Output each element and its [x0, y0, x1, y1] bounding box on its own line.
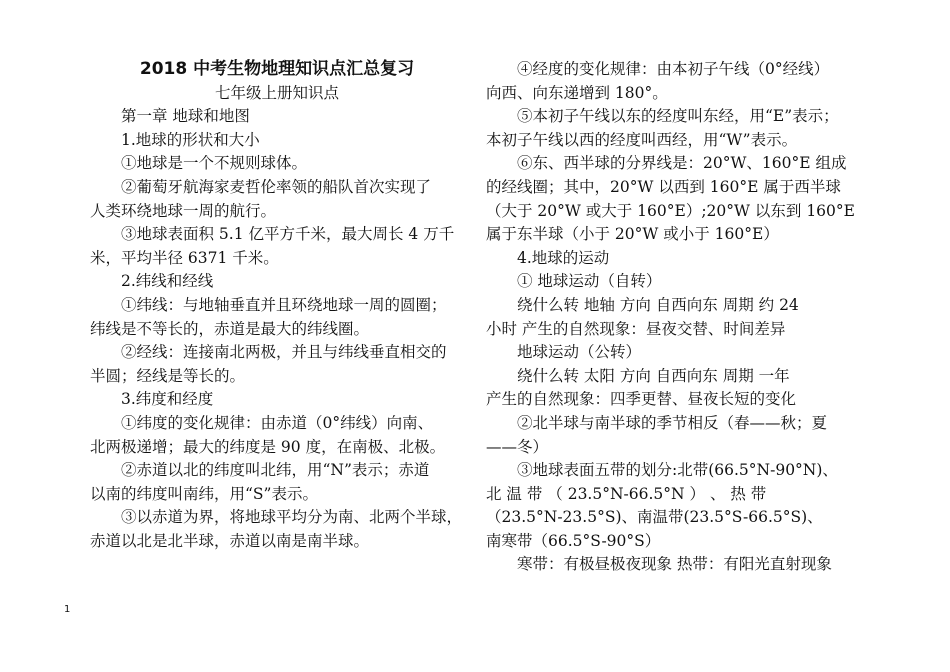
- text-line: ④经度的变化规律：由本初子午线（0°经线）: [517, 60, 830, 78]
- text-line: 绕什么转 太阳 方向 自西向东 周期 一年: [517, 366, 790, 385]
- page-title: 2018 中考生物地理知识点汇总复习: [139, 59, 415, 79]
- text-line: 本初子午线以西的经度叫西经，用“W”表示。: [486, 130, 798, 149]
- text-line: ②北半球与南半球的季节相反（春——秋；夏: [517, 413, 828, 432]
- text-line: ——冬）: [486, 437, 549, 456]
- right-column: [486, 58, 888, 577]
- text-line: ②经线：连接南北两极，并且与纬线垂直相交的: [121, 343, 447, 362]
- text-line: ⑥东、西半球的分界线是：20°W、160°E 组成: [517, 154, 847, 173]
- text-line: （23.5°N-23.5°S)、南温带(23.5°S-66.5°S)、: [486, 508, 823, 527]
- text-line: 产生的自然现象：四季更替、昼夜长短的变化: [486, 390, 797, 409]
- text-line: ②葡萄牙航海家麦哲伦率领的船队首次实现了: [121, 177, 432, 196]
- text-line: 3.纬度和经度: [121, 390, 214, 409]
- text-line: ①纬度的变化规律：由赤道（0°纬线）向南、: [121, 413, 434, 432]
- left-column: [90, 58, 464, 553]
- text-line: ①纬线：与地轴垂直并且环绕地球一周的圆圈；: [121, 295, 447, 314]
- text-line: ②赤道以北的纬度叫北纬，用“N”表示；赤道: [121, 461, 430, 480]
- text-line: 人类环绕地球一周的航行。: [90, 201, 277, 220]
- page-subtitle: 七年级上册知识点: [214, 83, 339, 102]
- text-line: 地球运动（公转）: [517, 343, 642, 362]
- text-line: 纬线是不等长的，赤道是最大的纬线圈。: [90, 319, 370, 338]
- text-line: 北两极递增；最大的纬度是 90 度，在南极、北极。: [90, 437, 446, 456]
- text-line: 4.地球的运动: [517, 248, 610, 267]
- text-line: ①地球是一个不规则球体。: [121, 154, 308, 173]
- text-line: 赤道以北是北半球，赤道以南是南半球。: [90, 531, 370, 550]
- text-line: 第一章 地球和地图: [121, 107, 250, 126]
- text-line: ③地球表面五带的划分:北带(66.5°N-90°N)、: [517, 461, 838, 480]
- text-line: ③以赤道为界，将地球平均分为南、北两个半球，: [121, 508, 463, 527]
- text-line: 属于东半球（小于 20°W 或小于 160°E）: [486, 225, 779, 244]
- text-line: 半圆；经线是等长的。: [90, 366, 246, 385]
- text-line: 向西、向东递增到 180°。: [486, 83, 668, 102]
- text-line: 南寒带（66.5°S-90°S）: [486, 531, 661, 550]
- text-line: 2.纬线和经线: [121, 272, 214, 291]
- text-line: 以南的纬度叫南纬，用“S”表示。: [90, 484, 318, 503]
- text-line: ③地球表面积 5.1 亿平方千米，最大周长 4 万千: [121, 225, 455, 244]
- text-line: 的经线圈；其中，20°W 以西到 160°E 属于西半球: [486, 177, 841, 196]
- text-line: 小时 产生的自然现象：昼夜交替、时间差异: [486, 319, 786, 338]
- text-line: 北 温 带 （ 23.5°N-66.5°N ） 、 热 带: [486, 484, 767, 503]
- text-line: 米，平均半径 6371 千米。: [90, 248, 279, 267]
- text-line: 1.地球的形状和大小: [121, 130, 260, 149]
- text-line: ⑤本初子午线以东的经度叫东经，用“E”表示；: [517, 107, 839, 126]
- text-line: ① 地球运动（自转）: [517, 272, 662, 291]
- text-line: （大于 20°W 或大于 160°E）;20°W 以东到 160°E: [486, 201, 855, 220]
- page-number: 1: [64, 604, 71, 615]
- text-line: 绕什么转 地轴 方向 自西向东 周期 约 24: [517, 295, 799, 314]
- text-line: 寒带：有极昼极夜现象 热带：有阳光直射现象: [517, 555, 832, 574]
